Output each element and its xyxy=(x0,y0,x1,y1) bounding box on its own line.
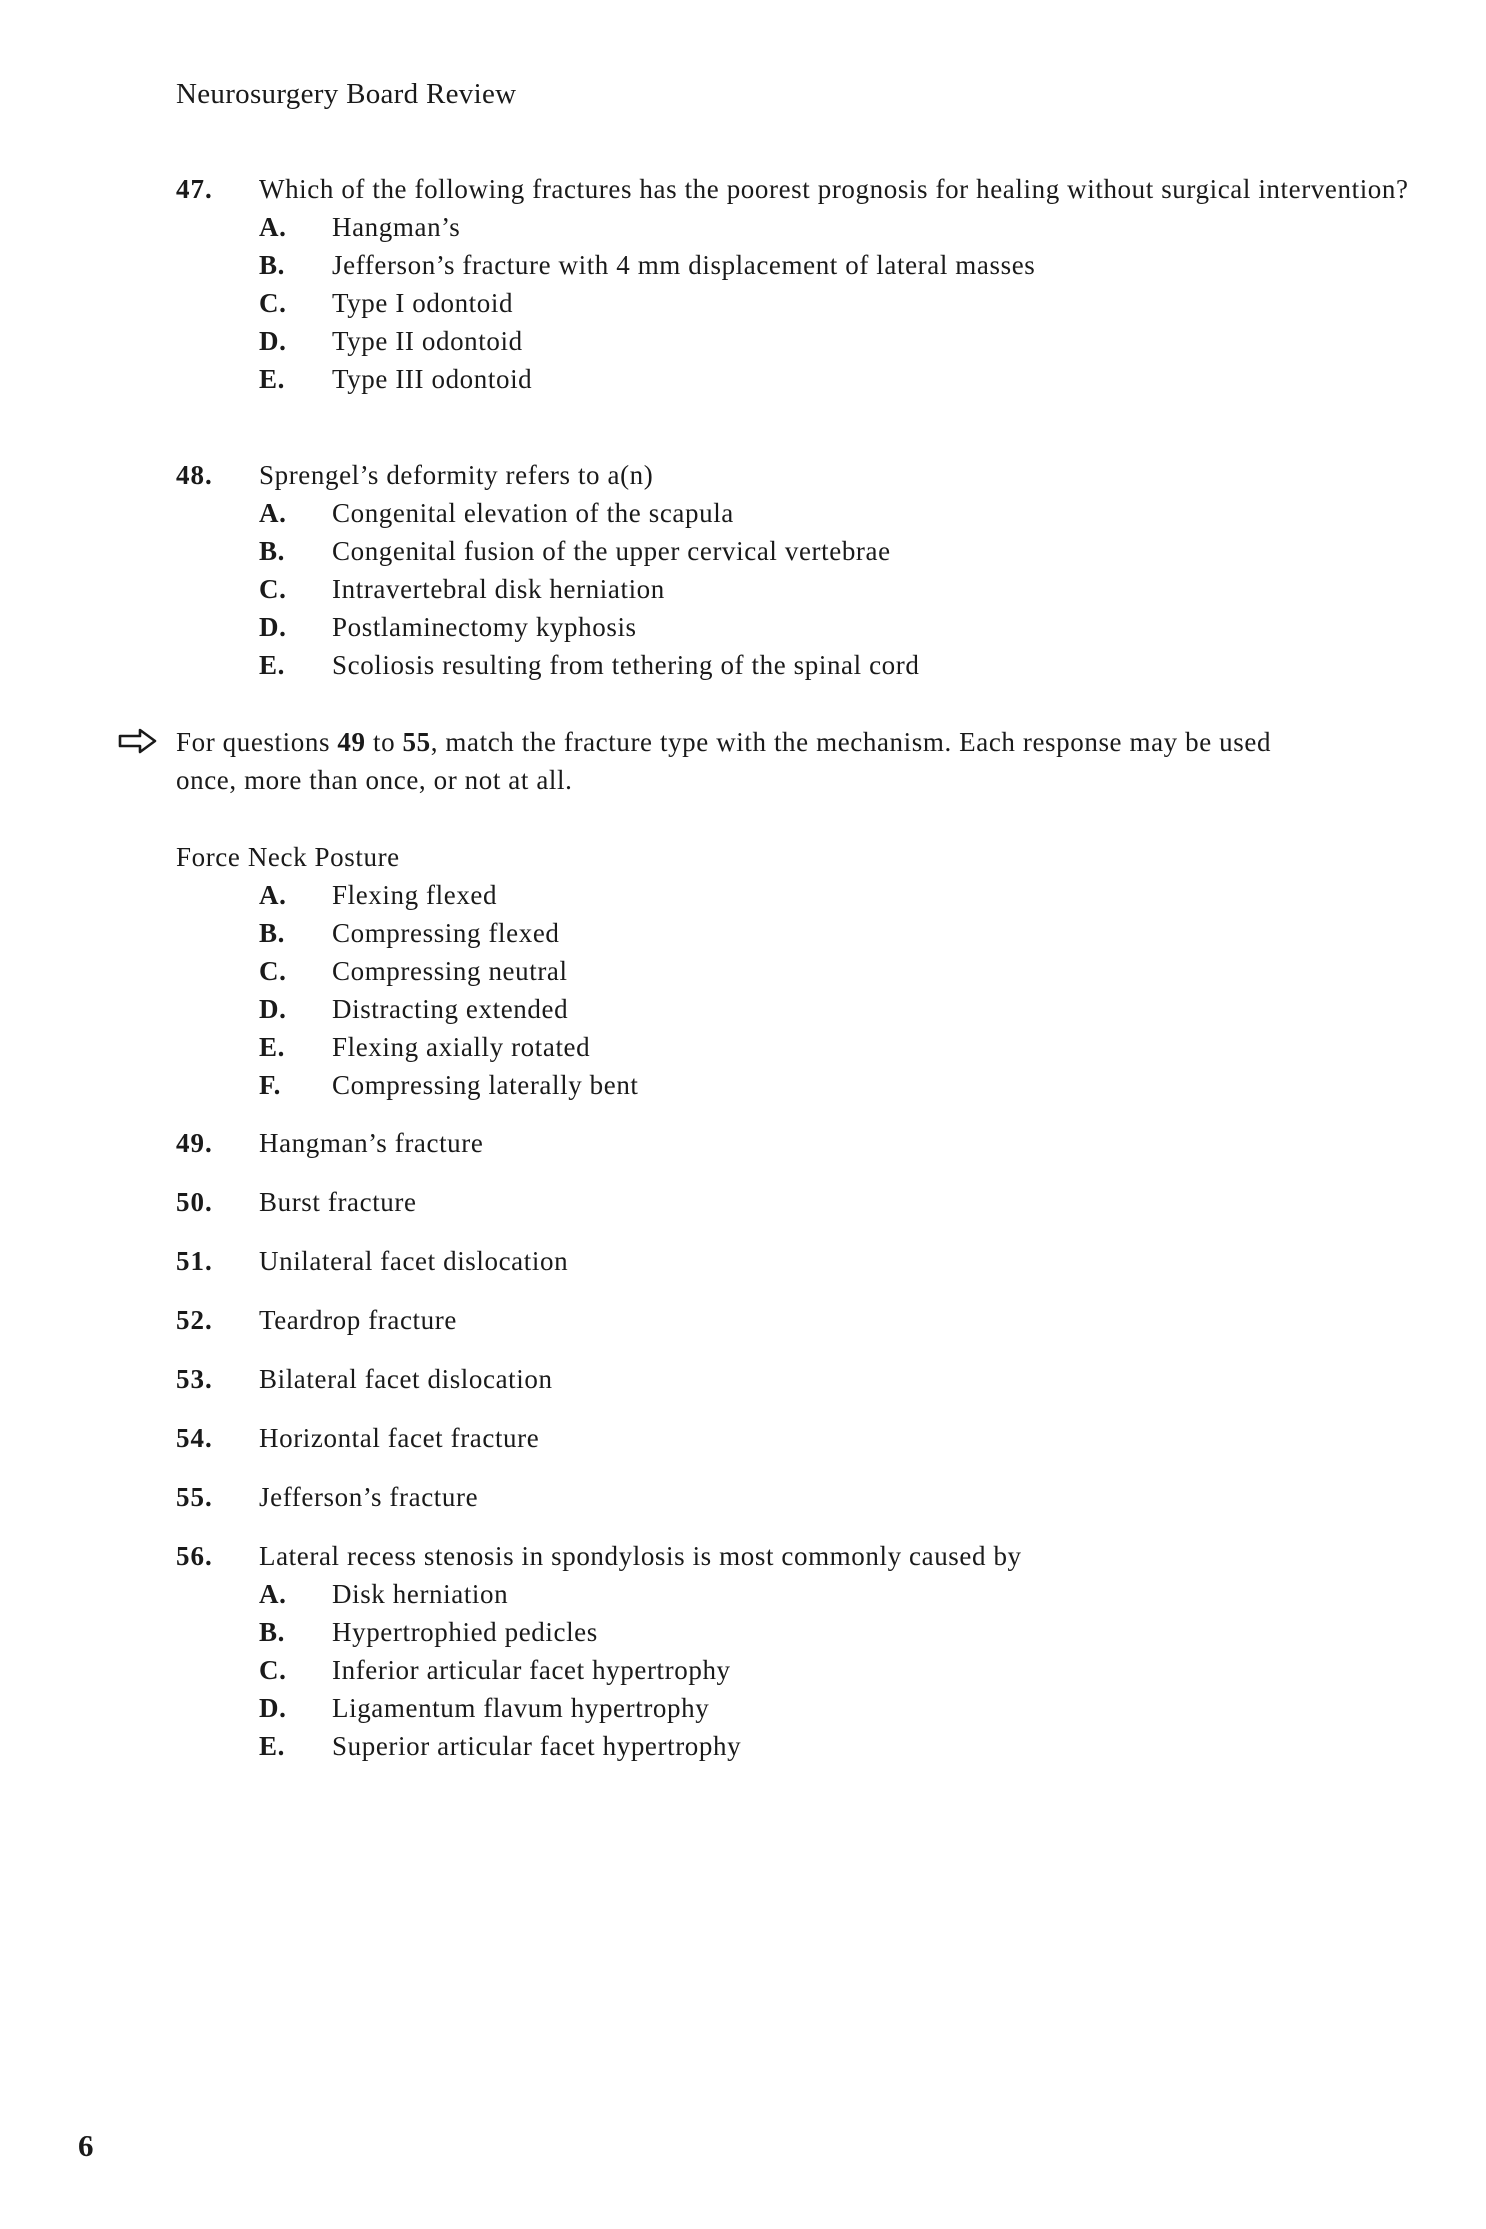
option-text: Flexing axially rotated xyxy=(332,1032,591,1062)
option-text: Compressing neutral xyxy=(332,956,568,986)
matching-item xyxy=(176,1419,1479,1457)
option-letter: B. xyxy=(259,918,285,948)
item-number: 49. xyxy=(176,1128,213,1158)
option-text: Type II odontoid xyxy=(332,326,523,356)
answer-option xyxy=(259,208,1479,246)
answer-option xyxy=(259,1575,1479,1613)
item-number: 54. xyxy=(176,1423,213,1453)
option-letter: E. xyxy=(259,1731,285,1761)
option-text: Congenital fusion of the upper cervical vertebrae xyxy=(332,536,891,566)
option-letter: C. xyxy=(259,1655,287,1685)
option-letter: E. xyxy=(259,1032,285,1062)
option-letter: E. xyxy=(259,650,285,680)
option-text: Distracting extended xyxy=(332,994,569,1024)
item-text: Jefferson’s fracture xyxy=(259,1482,479,1512)
option-text: Intravertebral disk herniation xyxy=(332,574,665,604)
matching-item xyxy=(176,1360,1479,1398)
question-stem: Which of the following fractures has the poorest prognosis for healing without surgical intervention? xyxy=(259,174,1409,204)
option-text: Compressing laterally bent xyxy=(332,1070,639,1100)
option-letter: B. xyxy=(259,250,285,280)
matching-item xyxy=(176,1301,1479,1339)
answer-option xyxy=(259,1613,1479,1651)
option-letter: D. xyxy=(259,994,287,1024)
option-text: Disk herniation xyxy=(332,1579,509,1609)
option-text: Hypertrophied pedicles xyxy=(332,1617,598,1647)
matching-item xyxy=(176,1242,1479,1280)
instruction-prefix: For questions xyxy=(176,727,338,757)
item-text: Burst fracture xyxy=(259,1187,417,1217)
item-number: 55. xyxy=(176,1482,213,1512)
option-letter: A. xyxy=(259,498,287,528)
option-letter: D. xyxy=(259,1693,287,1723)
option-letter: C. xyxy=(259,288,287,318)
option-text: Superior articular facet hypertrophy xyxy=(332,1731,742,1761)
arrow-right-icon xyxy=(118,728,158,754)
answer-option xyxy=(259,360,1479,398)
question-stem: Lateral recess stenosis in spondylosis is most commonly caused by xyxy=(259,1541,1022,1571)
answer-option xyxy=(259,246,1479,284)
item-text: Horizontal facet fracture xyxy=(259,1423,540,1453)
answer-option xyxy=(259,322,1479,360)
option-letter: D. xyxy=(259,612,287,642)
option-text: Flexing flexed xyxy=(332,880,498,910)
matching-options xyxy=(176,876,639,1104)
answer-option xyxy=(259,1727,1479,1765)
page-number: 6 xyxy=(78,2128,94,2163)
instruction-range-end: 55 xyxy=(402,727,431,757)
item-number: 51. xyxy=(176,1246,213,1276)
option-text: Hangman’s xyxy=(332,212,461,242)
option-text: Congenital elevation of the scapula xyxy=(332,498,734,528)
option-letter: D. xyxy=(259,326,287,356)
answer-option xyxy=(259,646,1479,684)
question-number: 56. xyxy=(176,1541,213,1571)
question-56 xyxy=(176,1537,1479,1765)
option-text: Type III odontoid xyxy=(332,364,533,394)
option-letter: B. xyxy=(259,1617,285,1647)
matching-heading: Force Neck Posture xyxy=(176,842,400,872)
question-48 xyxy=(176,456,1479,684)
item-text: Bilateral facet dislocation xyxy=(259,1364,553,1394)
matching-instructions xyxy=(176,723,1306,799)
answer-option xyxy=(259,494,1479,532)
question-number: 48. xyxy=(176,460,213,490)
answer-option xyxy=(259,1689,1479,1727)
answer-option xyxy=(259,608,1479,646)
matching-item xyxy=(176,1183,1479,1221)
answer-option xyxy=(259,570,1479,608)
item-text: Teardrop fracture xyxy=(259,1305,457,1335)
option-letter: E. xyxy=(259,364,285,394)
question-47 xyxy=(176,170,1479,398)
instruction-range-start: 49 xyxy=(337,727,366,757)
option-text: Scoliosis resulting from tethering of the spinal cord xyxy=(332,650,920,680)
running-head: Neurosurgery Board Review xyxy=(176,78,517,110)
answer-option xyxy=(259,284,1479,322)
option-text: Postlaminectomy kyphosis xyxy=(332,612,637,642)
instruction-middle: to xyxy=(365,727,403,757)
matching-item xyxy=(176,1478,1479,1516)
option-letter: A. xyxy=(259,1579,287,1609)
option-letter: C. xyxy=(259,956,287,986)
item-text: Hangman’s fracture xyxy=(259,1128,484,1158)
option-letter: A. xyxy=(259,880,287,910)
question-number: 47. xyxy=(176,174,213,204)
item-number: 53. xyxy=(176,1364,213,1394)
question-stem: Sprengel’s deformity refers to a(n) xyxy=(259,460,654,490)
option-text: Type I odontoid xyxy=(332,288,514,318)
option-text: Inferior articular facet hypertrophy xyxy=(332,1655,731,1685)
item-number: 52. xyxy=(176,1305,213,1335)
instruction-suffix: , match the fracture type with the mechanism. Each response may be used once, more than once, or not at all. xyxy=(176,727,1272,795)
option-text: Compressing flexed xyxy=(332,918,560,948)
option-letter: F. xyxy=(259,1070,281,1100)
option-letter: A. xyxy=(259,212,287,242)
option-text: Jefferson’s fracture with 4 mm displacement of lateral masses xyxy=(332,250,1036,280)
matching-item xyxy=(176,1124,1479,1162)
option-letter: B. xyxy=(259,536,285,566)
item-number: 50. xyxy=(176,1187,213,1217)
item-text: Unilateral facet dislocation xyxy=(259,1246,569,1276)
answer-option xyxy=(259,532,1479,570)
answer-option xyxy=(259,1651,1479,1689)
option-letter: C. xyxy=(259,574,287,604)
option-text: Ligamentum flavum hypertrophy xyxy=(332,1693,710,1723)
